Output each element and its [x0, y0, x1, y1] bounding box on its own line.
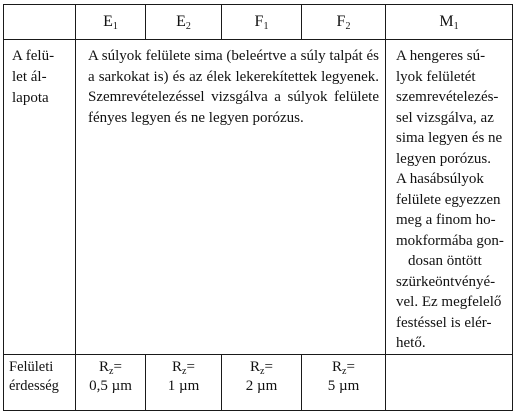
m1-text-line: hető.: [396, 335, 426, 351]
rz-subscript: z: [182, 365, 187, 377]
header-f2: [302, 5, 386, 40]
roughness-e1: [76, 354, 146, 410]
rz-equals: =: [113, 358, 122, 375]
roughness-m1-empty: [386, 354, 513, 410]
rz-subscript: z: [342, 365, 347, 377]
header-f1-letter: F: [254, 13, 264, 30]
rz-subscript: z: [109, 365, 114, 377]
efd-surface-description: [76, 40, 386, 355]
m1-text-line: mokformába gon-: [396, 232, 504, 249]
header-e1-letter: E: [103, 13, 113, 30]
roughness-label: [4, 354, 76, 410]
efd-surface-text: A súlyok felülete sima (beleértve a súly talpát és a sarkokat is) és az élek lekerekítettek legyenek. Szemrevételezéssel vizsgálva a súlyok felülete fényes legyen és ne legyen porózus.: [88, 48, 379, 126]
roughness-f2: [302, 354, 386, 410]
m1-text-line: lyok felületét: [396, 68, 476, 85]
surface-label-line: A felü-: [12, 48, 55, 64]
m1-text-line: sel vizsgálva, az: [396, 109, 494, 126]
header-e2-letter: E: [176, 13, 186, 30]
surface-condition-label: [4, 40, 76, 355]
header-e2: [146, 5, 222, 40]
rz-symbol: R: [250, 358, 261, 375]
m1-text-line: szemrevételezés-: [396, 89, 499, 105]
rz-equals: =: [186, 358, 195, 375]
m1-text-line: vel. Ez megfelelő: [396, 294, 502, 310]
header-m1: [386, 5, 513, 40]
roughness-f1: [222, 354, 302, 410]
surface-label-line: let ál-: [12, 69, 47, 85]
header-e1-subscript: 1: [112, 21, 118, 32]
header-e1: [76, 5, 146, 40]
m1-text-line: felülete egyezzen: [396, 191, 501, 208]
roughness-value: 2 µm: [245, 377, 278, 394]
surface-label-line: lapota: [12, 90, 49, 106]
header-blank-cell: [4, 5, 76, 40]
m1-text-line: A hengeres sú-: [396, 48, 486, 64]
header-f1: [222, 5, 302, 40]
roughness-label-line: Felületi: [9, 358, 54, 375]
roughness-value: 1 µm: [167, 377, 200, 394]
rz-equals: =: [264, 358, 273, 375]
rz-equals: =: [346, 358, 355, 375]
roughness-value: 0,5 µm: [89, 377, 132, 394]
m1-text-line: dosan öntött: [408, 253, 482, 269]
header-m1-subscript: 1: [453, 21, 459, 32]
rz-symbol: R: [99, 358, 110, 375]
header-f1-subscript: 1: [263, 21, 269, 32]
header-f2-subscript: 2: [345, 21, 351, 32]
rz-symbol: R: [172, 358, 183, 375]
header-f2-letter: F: [336, 13, 346, 30]
header-row: [4, 5, 513, 40]
surface-condition-row: [4, 40, 513, 355]
header-m1-letter: M: [439, 13, 454, 30]
m1-text-line: legyen porózus.: [396, 150, 491, 167]
roughness-e2: [146, 354, 222, 410]
m1-text-line: szürkeöntvényé-: [396, 273, 496, 290]
roughness-label-line: érdesség: [9, 377, 59, 394]
m1-text-line: sima legyen és ne: [396, 130, 503, 146]
m1-surface-description: [386, 40, 513, 355]
roughness-value: 5 µm: [327, 377, 360, 394]
m1-text-line: A hasábsúlyok: [396, 171, 484, 187]
specification-table-wrapper: [3, 4, 513, 411]
surface-specification-table: [3, 4, 513, 411]
m1-text-line: festéssel is elér-: [396, 314, 492, 331]
rz-subscript: z: [260, 365, 265, 377]
rz-symbol: R: [332, 358, 343, 375]
m1-text-line: meg a finom ho-: [396, 212, 496, 228]
header-e2-subscript: 2: [185, 21, 191, 32]
surface-roughness-row: [4, 354, 513, 410]
